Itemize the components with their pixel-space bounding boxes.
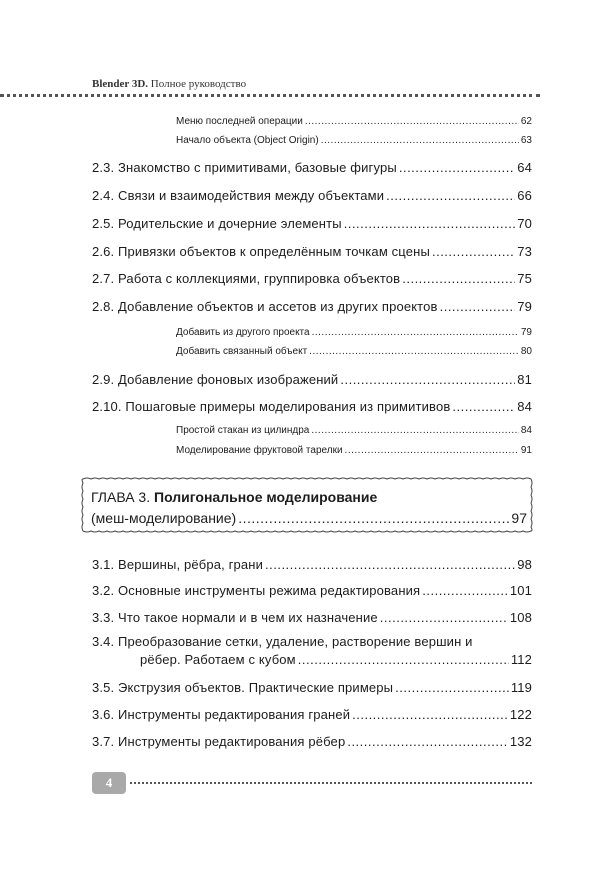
toc-entry-page: 112 [510,652,532,667]
toc-leader [352,707,508,722]
toc-entry[interactable] [176,135,532,146]
toc-entry-page: 73 [517,244,532,259]
toc-leader [347,734,508,749]
toc-entry-page: 62 [520,116,532,127]
toc-leader [298,652,509,667]
toc-leader [312,327,519,338]
chapter-heading[interactable] [91,489,377,505]
toc-entry[interactable] [92,299,532,314]
toc-entry[interactable] [92,399,532,414]
toc-entry-title: Простой стакан из цилиндра [176,425,310,436]
toc-leader [238,510,509,526]
chapter-title-cont: (меш-моделирование) [91,510,237,526]
toc-leader [305,116,519,127]
toc-leader [380,610,508,625]
toc-entry-title: 2.6. Привязки объектов к определённым точкам сцены [92,244,430,259]
toc-leader [432,244,515,259]
running-header [92,78,246,90]
toc-leader [422,583,508,598]
toc-entry-page: 98 [517,557,532,572]
toc-leader [265,557,515,572]
toc-entry-title: 2.7. Работа с коллекциями, группировка объектов [92,271,401,286]
toc-entry-page: 91 [520,445,532,456]
toc-entry-page: 101 [509,583,532,598]
toc-entry-page: 80 [520,346,532,357]
toc-entry-page: 70 [517,216,532,231]
toc-leader [309,346,519,357]
toc-entry[interactable] [176,116,532,127]
chapter-heading-cont[interactable] [91,510,527,526]
toc-entry-title: 3.1. Вершины, рёбра, грани [92,557,263,572]
toc-entry-title: 2.5. Родительские и дочерние элементы [92,216,342,231]
toc-entry-page: 84 [520,425,532,436]
toc-entry-title: Начало объекта (Object Origin) [176,135,319,146]
toc-leader [321,135,519,146]
toc-entry[interactable] [140,652,532,667]
toc-entry-page: 84 [517,399,532,414]
book-title: Blender 3D. [92,78,149,90]
toc-leader [395,680,509,695]
toc-entry-title: 3.2. Основные инструменты режима редактирования [92,583,421,598]
toc-entry-page: 81 [517,372,532,387]
toc-entry-title: 2.9. Добавление фоновых изображений [92,372,339,387]
toc-entry[interactable] [92,188,532,203]
header-divider [0,94,540,97]
toc-entry-title: Добавить из другого проекта [176,327,310,338]
footer-divider [130,782,532,784]
toc-entry-title: 3.3. Что такое нормали и в чем их назначение [92,610,378,625]
toc-leader [311,425,519,436]
toc-entry-title: 3.5. Экструзия объектов. Практические примеры [92,680,394,695]
toc-entry-title-line1[interactable]: 3.4. Преобразование сетки, удаление, растворение вершин и [92,634,473,649]
toc-leader [440,299,516,314]
toc-entry[interactable] [176,346,532,357]
toc-entry-title: 2.4. Связи и взаимодействия между объектами [92,188,385,203]
toc-entry-title: 2.10. Пошаговые примеры моделирования из примитивов [92,399,451,414]
toc-entry[interactable] [92,271,532,286]
toc-entry[interactable] [176,445,532,456]
toc-entry-page: 132 [509,734,532,749]
toc-entry-title: Добавить связанный объект [176,346,308,357]
toc-entry[interactable] [92,583,532,598]
toc-leader [386,188,515,203]
chapter-prefix: ГЛАВА 3. [91,489,151,505]
chapter-page: 97 [511,510,527,526]
toc-entry-page: 108 [509,610,532,625]
toc-entry-title: Моделирование фруктовой тарелки [176,445,343,456]
toc-entry[interactable] [92,557,532,572]
toc-entry-page: 75 [517,271,532,286]
toc-entry-title: 2.3. Знакомство с примитивами, базовые фигуры [92,160,397,175]
toc-entry-title: 3.6. Инструменты редактирования граней [92,707,351,722]
toc-entry[interactable] [92,707,532,722]
toc-leader [402,271,515,286]
toc-entry[interactable] [176,327,532,338]
toc-entry-title: Меню последней операции [176,116,303,127]
toc-entry[interactable] [92,160,532,175]
toc-entry-page: 119 [510,680,532,695]
toc-leader [340,372,515,387]
toc-entry-page: 64 [517,160,532,175]
chapter-title: Полигональное моделирование [154,489,378,505]
toc-entry-page: 122 [509,707,532,722]
toc-entry-page: 79 [517,299,532,314]
toc-entry[interactable] [92,372,532,387]
toc-leader [345,445,519,456]
toc-entry-title: рёбер. Работаем с кубом [140,652,296,667]
toc-entry[interactable] [176,425,532,436]
toc-entry-title: 2.8. Добавление объектов и ассетов из других проектов [92,299,438,314]
toc-entry-page: 66 [517,188,532,203]
toc-leader [399,160,515,175]
page-number-badge: 4 [92,772,126,794]
toc-leader [452,399,515,414]
toc-entry[interactable] [92,734,532,749]
toc-entry[interactable] [92,216,532,231]
toc-entry[interactable] [92,610,532,625]
toc-entry[interactable] [92,680,532,695]
toc-entry-page: 63 [520,135,532,146]
toc-entry-page: 79 [520,327,532,338]
toc-entry-title: 3.7. Инструменты редактирования рёбер [92,734,346,749]
toc-entry[interactable] [92,244,532,259]
book-subtitle: Полное руководство [150,78,247,90]
toc-leader [344,216,516,231]
